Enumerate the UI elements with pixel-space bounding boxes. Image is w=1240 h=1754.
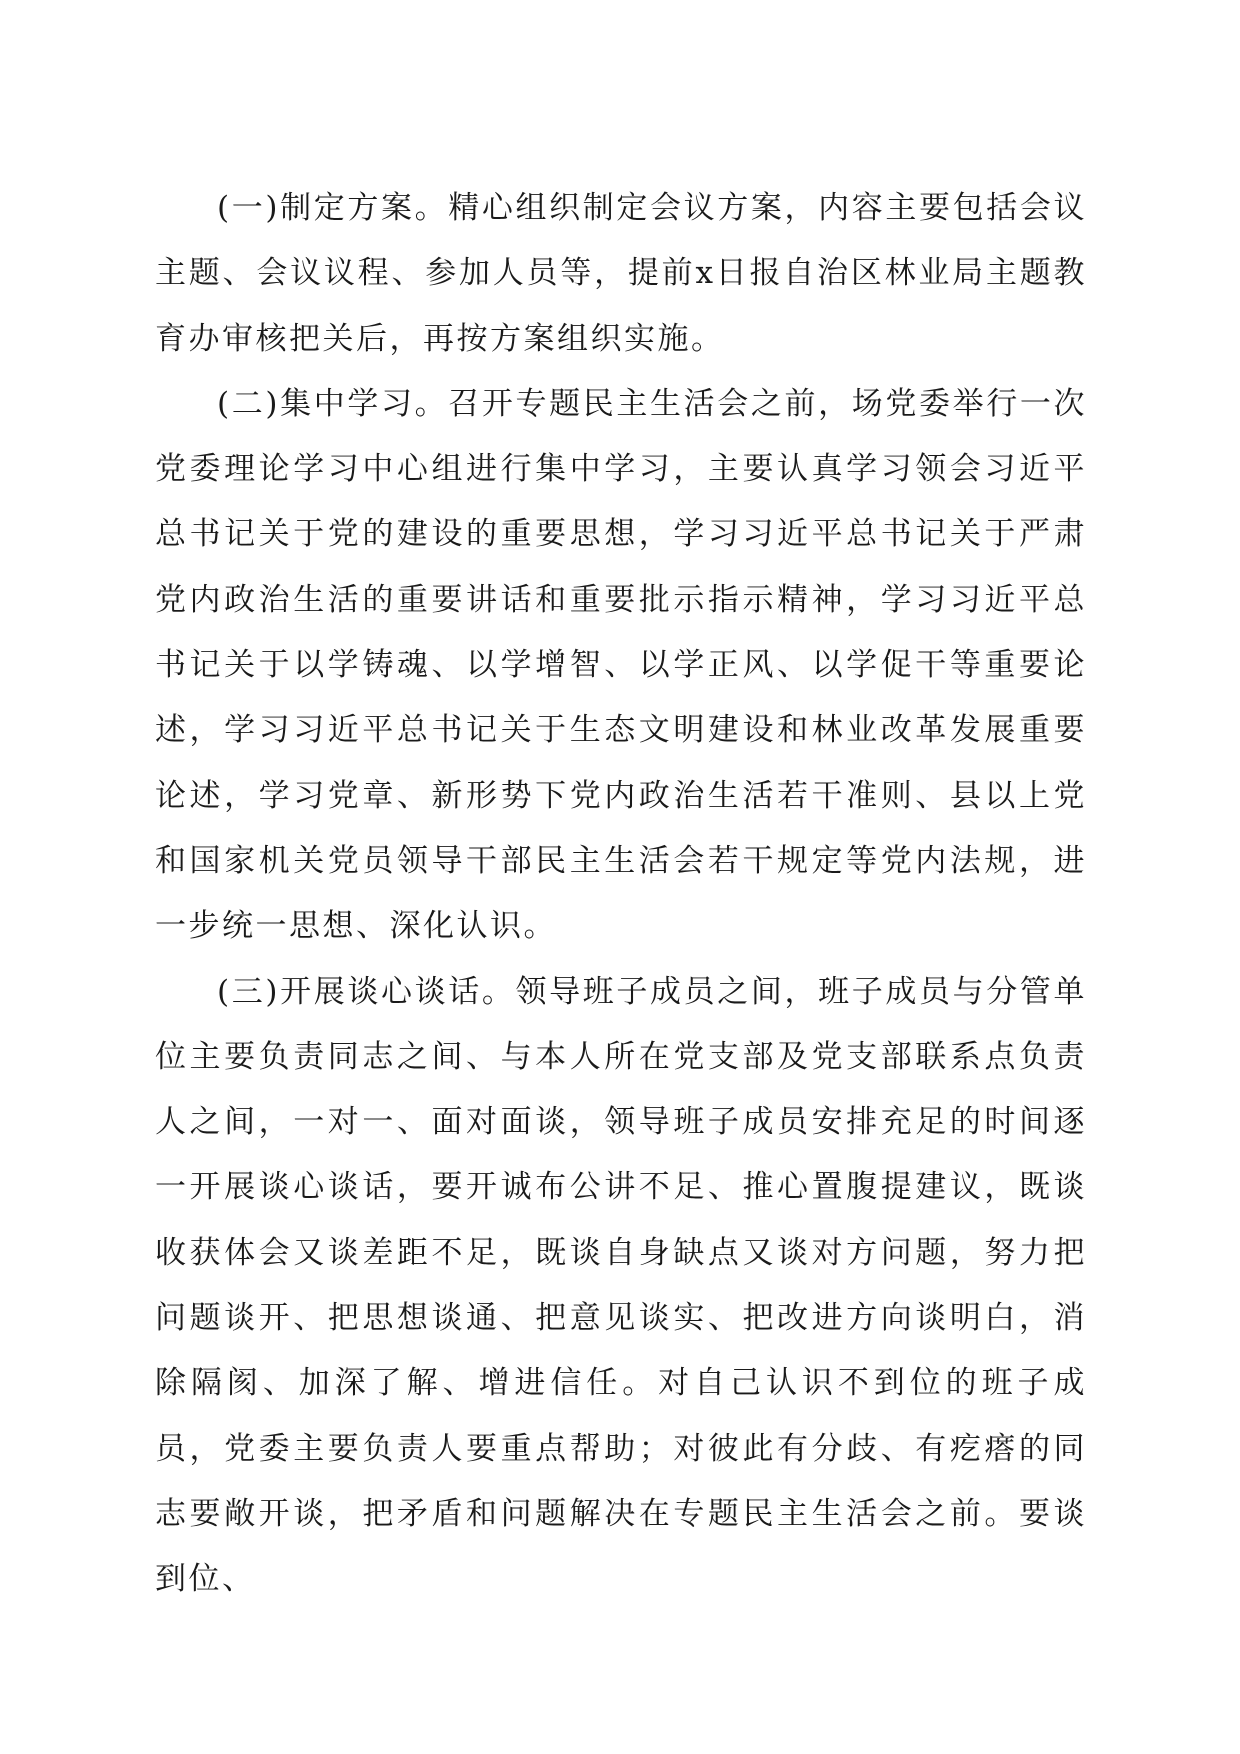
paragraph-study: (二)集中学习。召开专题民主生活会之前，场党委举行一次党委理论学习中心组进行集中学习，主要认真学习领会习近平总书记关于党的建设的重要思想，学习习近平总书记关于严肃党内政治生活的重要讲话和重要批示指示精神，学习习近平总书记关于以学铸魂、以学增智、以学正风、以学促干等重要论述，学习习近平总书记关于生态文明建设和林业改革发展重要论述，学习党章、新形势下党内政治生活若干准则、县以上党和国家机关党员领导干部民主生活会若干规定等党内法规，进一步统一思想、深化认识。 [155, 385, 1087, 945]
document-body [155, 176, 1087, 1613]
paragraph-talks: (三)开展谈心谈话。领导班子成员之间，班子成员与分管单位主要负责同志之间、与本人所在党支部及党支部联系点负责人之间，一对一、面对面谈，领导班子成员安排充足的时间逐一开展谈心谈话，要开诚布公讲不足、推心置腹提建议，既谈收获体会又谈差距不足，既谈自身缺点又谈对方问题，努力把问题谈开、把思想谈通、把意见谈实、把改进方向谈明白，消除隔阂、加深了解、增进信任。对自己认识不到位的班子成员，党委主要负责人要重点帮助；对彼此有分歧、有疙瘩的同志要敞开谈，把矛盾和问题解决在专题民主生活会之前。要谈到位、 [155, 973, 1087, 1598]
paragraph-plan: (一)制定方案。精心组织制定会议方案，内容主要包括会议主题、会议议程、参加人员等，提前x日报自治区林业局主题教育办审核把关后，再按方案组织实施。 [155, 190, 1087, 357]
